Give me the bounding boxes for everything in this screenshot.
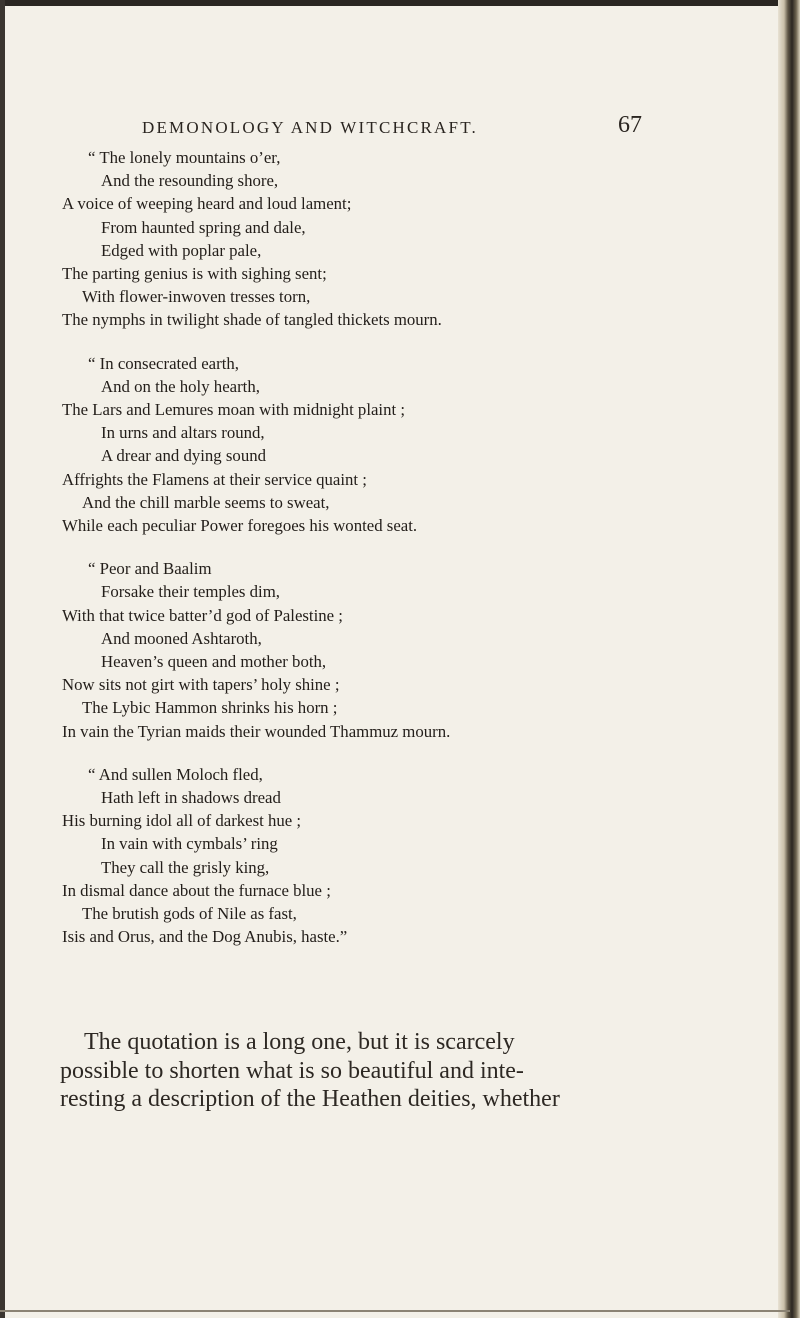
poem-line: Now sits not girt with tapers’ holy shine ; — [62, 675, 340, 695]
paragraph-line: resting a description of the Heathen deities, whether — [60, 1086, 560, 1112]
book-spine-edge — [778, 0, 800, 1318]
poem-line: In vain with cymbals’ ring — [101, 834, 278, 854]
poem-line: And on the holy hearth, — [101, 376, 260, 396]
poem-stanza — [0, 352, 780, 538]
poem-line: “ Peor and Baalim — [88, 559, 212, 579]
poem-line: The parting genius is with sighing sent; — [62, 264, 327, 284]
body-paragraph — [60, 1028, 700, 1114]
page-top-edge — [0, 0, 800, 6]
poem-line: With that twice batter’d god of Palestine ; — [62, 605, 343, 625]
poem-line: “ The lonely mountains o’er, — [88, 148, 281, 167]
poem-line: A drear and dying sound — [101, 446, 266, 466]
page-header — [0, 114, 800, 144]
poem-line: In urns and altars round, — [101, 423, 265, 443]
poem-line: In dismal dance about the furnace blue ; — [62, 880, 331, 900]
poem-line: While each peculiar Power foregoes his wonted seat. — [62, 516, 418, 536]
poem-line: Forsake their temples dim, — [101, 582, 280, 602]
poem-line: And mooned Ashtaroth, — [101, 628, 262, 648]
poem-line: The Lars and Lemures moan with midnight plaint ; — [62, 400, 406, 420]
running-title: DEMONOLOGY AND WITCHCRAFT. — [142, 118, 478, 137]
page-bottom-edge — [0, 1310, 790, 1312]
poem-line: With flower-inwoven tresses torn, — [82, 287, 311, 307]
poem-line: The Lybic Hammon shrinks his horn ; — [82, 698, 338, 718]
poem-line: Hath left in shadows dread — [101, 788, 281, 808]
poem-line: “ And sullen Moloch fled, — [88, 764, 263, 784]
poem-line: And the resounding shore, — [101, 171, 279, 191]
poem-stanza — [0, 146, 780, 332]
poem-line: Heaven’s queen and mother both, — [101, 652, 327, 672]
poem-line: Edged with poplar pale, — [101, 240, 262, 260]
paragraph-line: The quotation is a long one, but it is scarcely — [84, 1029, 515, 1055]
poem-line: They call the grisly king, — [101, 857, 270, 877]
poem-line: And the chill marble seems to sweat, — [82, 492, 330, 512]
poem-line: The brutish gods of Nile as fast, — [82, 904, 297, 924]
poem-quotation — [0, 146, 780, 969]
poem-line: The nymphs in twilight shade of tangled thickets mourn. — [62, 310, 442, 330]
poem-stanza — [0, 557, 780, 743]
poem-line: In vain the Tyrian maids their wounded Thammuz mourn. — [62, 721, 451, 741]
poem-line: From haunted spring and dale, — [101, 217, 306, 237]
poem-line: Affrights the Flamens at their service quaint ; — [62, 469, 367, 489]
page-number: 67 — [618, 112, 642, 138]
poem-line: Isis and Orus, and the Dog Anubis, haste.” — [62, 927, 348, 947]
poem-line: “ In consecrated earth, — [88, 353, 239, 373]
paragraph-line: possible to shorten what is so beautiful and inte- — [60, 1057, 524, 1084]
poem-stanza — [0, 763, 780, 949]
poem-line: His burning idol all of darkest hue ; — [62, 811, 302, 831]
poem-line: A voice of weeping heard and loud lament; — [62, 194, 352, 214]
